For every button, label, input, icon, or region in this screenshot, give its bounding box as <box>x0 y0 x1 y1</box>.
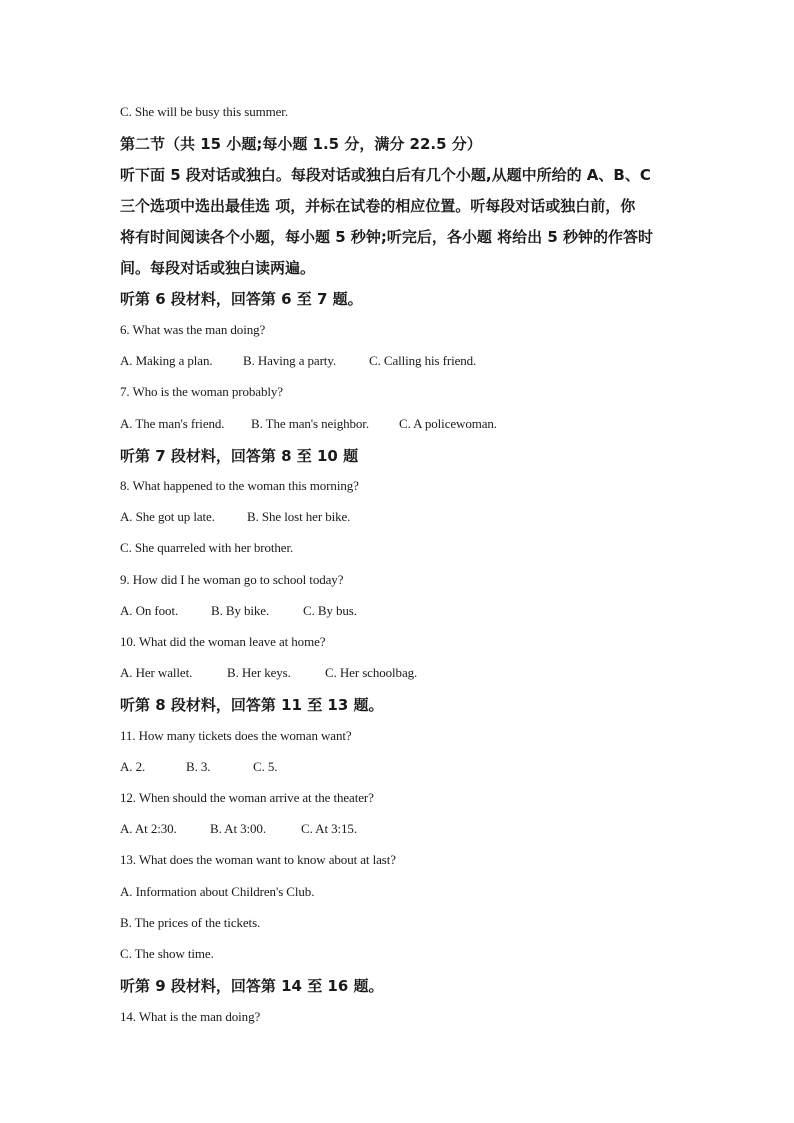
question-6-options <box>120 353 476 369</box>
instructions-line-1: 听下面 5 段对话或独白。每段对话或独白后有几个小题,从题中所给的 A、B、C <box>120 166 651 184</box>
option-11a: A. 2. <box>120 759 146 774</box>
option-8c: C. She quarreled with her brother. <box>120 540 294 555</box>
option-6a: A. Making a plan. <box>120 353 213 368</box>
question-6: 6. What was the man doing? <box>120 322 266 337</box>
option-6c: C. Calling his friend. <box>369 353 477 368</box>
question-10: 10. What did the woman leave at home? <box>120 634 326 649</box>
option-11c: C. 5. <box>253 759 278 774</box>
question-12-options <box>120 821 357 837</box>
instructions-line-3: 将有时间阅读各个小题，每小题 5 秒钟;听完后，各小题 将给出 5 秒钟的作答时 <box>120 228 653 246</box>
option-7a: A. The man's friend. <box>120 416 225 431</box>
previous-option-c: C. She will be busy this summer. <box>120 104 288 119</box>
question-9-options <box>120 603 357 619</box>
option-9a: A. On foot. <box>120 603 179 618</box>
option-8b: B. She lost her bike. <box>247 509 351 524</box>
question-11: 11. How many tickets does the woman want? <box>120 728 352 743</box>
question-11-options <box>120 759 277 775</box>
group-8-heading: 听第 8 段材料，回答第 11 至 13 题。 <box>120 696 384 714</box>
section-title: 第二节（共 15 小题;每小题 1.5 分，满分 22.5 分） <box>120 135 482 153</box>
option-7b: B. The man's neighbor. <box>251 416 369 431</box>
option-13c: C. The show time. <box>120 946 214 961</box>
instructions-line-2: 三个选项中选出最佳选 项，并标在试卷的相应位置。听每段对话或独白前，你 <box>120 197 636 215</box>
option-11b: B. 3. <box>186 759 211 774</box>
option-6b: B. Having a party. <box>243 353 337 368</box>
question-12: 12. When should the woman arrive at the theater? <box>120 790 374 805</box>
group-6-heading: 听第 6 段材料，回答第 6 至 7 题。 <box>120 290 363 308</box>
option-13b: B. The prices of the tickets. <box>120 915 261 930</box>
question-10-options <box>120 665 417 681</box>
question-9: 9. How did I he woman go to school today? <box>120 572 344 587</box>
option-12b: B. At 3:00. <box>210 821 266 836</box>
option-8a: A. She got up late. <box>120 509 215 524</box>
group-9-heading: 听第 9 段材料，回答第 14 至 16 题。 <box>120 977 384 995</box>
option-9c: C. By bus. <box>303 603 357 618</box>
group-7-heading: 听第 7 段材料，回答第 8 至 10 题 <box>120 447 359 465</box>
question-13: 13. What does the woman want to know about at last? <box>120 852 396 867</box>
option-10b: B. Her keys. <box>227 665 291 680</box>
option-13a: A. Information about Children's Club. <box>120 884 315 899</box>
option-7c: C. A policewoman. <box>399 416 497 431</box>
option-9b: B. By bike. <box>211 603 270 618</box>
question-7-options <box>120 416 497 432</box>
option-12c: C. At 3:15. <box>301 821 357 836</box>
instructions-line-4: 间。每段对话或独白读两遍。 <box>120 259 316 277</box>
question-8: 8. What happened to the woman this morning? <box>120 478 359 493</box>
option-10c: C. Her schoolbag. <box>325 665 418 680</box>
question-7: 7. Who is the woman probably? <box>120 384 283 399</box>
option-12a: A. At 2:30. <box>120 821 177 836</box>
question-8-options-ab <box>120 509 350 525</box>
question-14: 14. What is the man doing? <box>120 1009 261 1024</box>
option-10a: A. Her wallet. <box>120 665 193 680</box>
